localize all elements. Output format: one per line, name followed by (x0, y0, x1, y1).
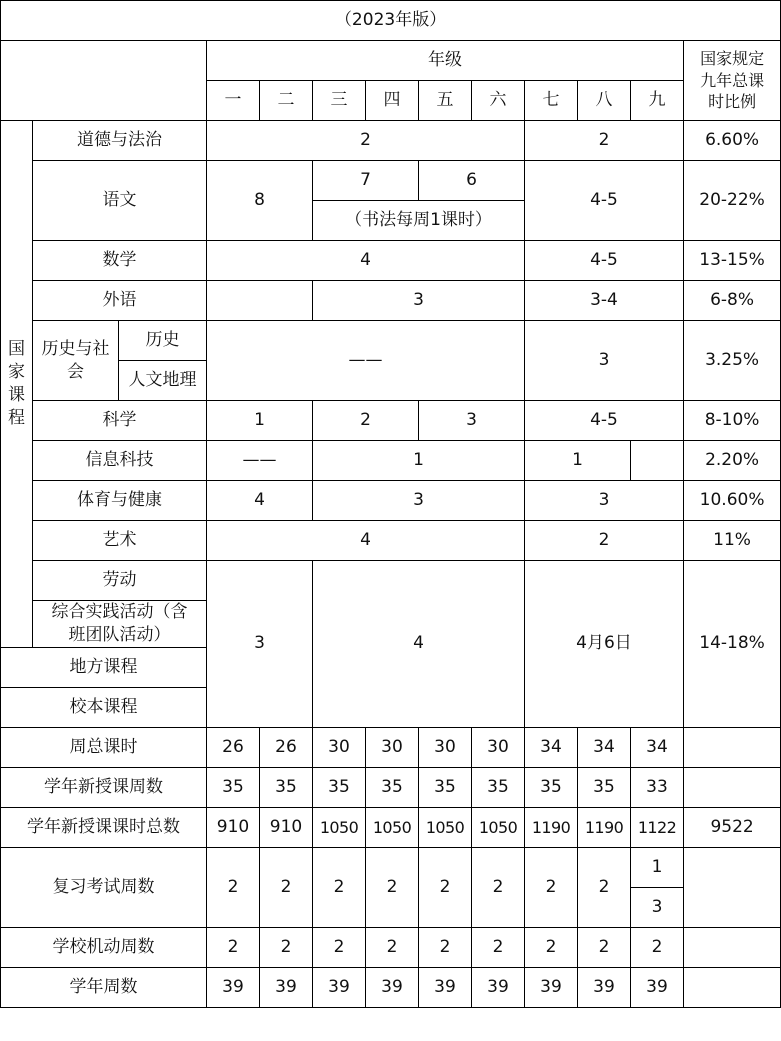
review-weeks-ratio (684, 847, 781, 927)
year-weeks-g5: 39 (419, 967, 472, 1007)
science-g7-9: 4-5 (525, 401, 684, 441)
science-g3-4: 2 (313, 401, 419, 441)
year-weeks-label: 学年周数 (1, 967, 207, 1007)
review-weeks-g9-top: 1 (631, 847, 684, 887)
weekly-hours-g4: 30 (366, 727, 419, 767)
review-weeks-g9-bottom: 3 (631, 887, 684, 927)
subject-labor: 劳动 (33, 561, 207, 601)
header-grade-6: 六 (472, 81, 525, 121)
subject-geography: 人文地理 (119, 361, 207, 401)
teaching-weeks-g3: 35 (313, 767, 366, 807)
subject-history-society: 历史与社 会 (33, 321, 119, 401)
header-grade-9: 九 (631, 81, 684, 121)
chinese-calligraphy-note: （书法每周1课时） (313, 201, 525, 241)
morality-g1-6: 2 (207, 121, 525, 161)
subject-practice-activities: 综合实践活动（含 班团队活动） (33, 601, 207, 648)
review-weeks-g6: 2 (472, 847, 525, 927)
header-grade-3: 三 (313, 81, 366, 121)
flexible-weeks-g9: 2 (631, 927, 684, 967)
weekly-hours-label: 周总课时 (1, 727, 207, 767)
local-curriculum: 地方课程 (1, 647, 207, 687)
science-ratio: 8-10% (684, 401, 781, 441)
header-grade-7: 七 (525, 81, 578, 121)
flexible-weeks-g5: 2 (419, 927, 472, 967)
teaching-weeks-g8: 35 (578, 767, 631, 807)
year-weeks-g3: 39 (313, 967, 366, 1007)
review-weeks-g7: 2 (525, 847, 578, 927)
header-grade-5: 五 (419, 81, 472, 121)
total-hours-g1: 910 (207, 807, 260, 847)
header-grade-8: 八 (578, 81, 631, 121)
chinese-g3-4: 7 (313, 161, 419, 201)
weekly-hours-g8: 34 (578, 727, 631, 767)
combined-g1-2: 3 (207, 561, 313, 728)
school-curriculum: 校本课程 (1, 687, 207, 727)
flexible-weeks-g3: 2 (313, 927, 366, 967)
pe-ratio: 10.60% (684, 481, 781, 521)
flexible-weeks-g7: 2 (525, 927, 578, 967)
it-g9 (631, 441, 684, 481)
subject-math: 数学 (33, 241, 207, 281)
subject-pe: 体育与健康 (33, 481, 207, 521)
teaching-weeks-label: 学年新授课周数 (1, 767, 207, 807)
subject-information-technology: 信息科技 (33, 441, 207, 481)
teaching-weeks-g7: 35 (525, 767, 578, 807)
review-weeks-g5: 2 (419, 847, 472, 927)
flexible-weeks-label: 学校机动周数 (1, 927, 207, 967)
combined-g7-9: 4月6日 (525, 561, 684, 728)
it-g1-2: —— (207, 441, 313, 481)
review-weeks-g1: 2 (207, 847, 260, 927)
weekly-hours-ratio (684, 727, 781, 767)
combined-ratio: 14-18% (684, 561, 781, 728)
teaching-weeks-ratio (684, 767, 781, 807)
subject-arts: 艺术 (33, 521, 207, 561)
arts-g1-6: 4 (207, 521, 525, 561)
flexible-weeks-g2: 2 (260, 927, 313, 967)
teaching-weeks-g4: 35 (366, 767, 419, 807)
science-g1-2: 1 (207, 401, 313, 441)
foreign-g1-2 (207, 281, 313, 321)
review-weeks-g4: 2 (366, 847, 419, 927)
total-hours-g4: 1050 (366, 807, 419, 847)
total-hours-sum: 9522 (684, 807, 781, 847)
it-g3-6: 1 (313, 441, 525, 481)
subject-foreign-language: 外语 (33, 281, 207, 321)
header-ratio-label: 国家规定 九年总课 时比例 (684, 41, 781, 121)
total-hours-label: 学年新授课课时总数 (1, 807, 207, 847)
teaching-weeks-g5: 35 (419, 767, 472, 807)
review-weeks-g8: 2 (578, 847, 631, 927)
it-g7-8: 1 (525, 441, 631, 481)
total-hours-g8: 1190 (578, 807, 631, 847)
total-hours-g2: 910 (260, 807, 313, 847)
chinese-g1-2: 8 (207, 161, 313, 241)
math-ratio: 13-15% (684, 241, 781, 281)
teaching-weeks-g9: 33 (631, 767, 684, 807)
year-weeks-g4: 39 (366, 967, 419, 1007)
science-g5-6: 3 (419, 401, 525, 441)
history-society-g7-9: 3 (525, 321, 684, 401)
history-society-g1-6: —— (207, 321, 525, 401)
pe-g7-9: 3 (525, 481, 684, 521)
total-hours-g6: 1050 (472, 807, 525, 847)
year-weeks-g7: 39 (525, 967, 578, 1007)
weekly-hours-g7: 34 (525, 727, 578, 767)
flexible-weeks-g6: 2 (472, 927, 525, 967)
combined-g3-6: 4 (313, 561, 525, 728)
math-g7-9: 4-5 (525, 241, 684, 281)
weekly-hours-g5: 30 (419, 727, 472, 767)
year-weeks-g1: 39 (207, 967, 260, 1007)
subject-science: 科学 (33, 401, 207, 441)
foreign-g7-9: 3-4 (525, 281, 684, 321)
morality-ratio: 6.60% (684, 121, 781, 161)
foreign-g3-6: 3 (313, 281, 525, 321)
weekly-hours-g2: 26 (260, 727, 313, 767)
subject-morality: 道德与法治 (33, 121, 207, 161)
header-grade-4: 四 (366, 81, 419, 121)
flexible-weeks-g4: 2 (366, 927, 419, 967)
subject-chinese: 语文 (33, 161, 207, 241)
chinese-g5-6: 6 (419, 161, 525, 201)
teaching-weeks-g2: 35 (260, 767, 313, 807)
header-grade-2: 二 (260, 81, 313, 121)
year-weeks-g6: 39 (472, 967, 525, 1007)
national-curriculum-label: 国 家 课 程 (1, 121, 33, 648)
flexible-weeks-ratio (684, 927, 781, 967)
total-hours-g3: 1050 (313, 807, 366, 847)
weekly-hours-g9: 34 (631, 727, 684, 767)
header-grade-label: 年级 (207, 41, 684, 81)
review-weeks-g3: 2 (313, 847, 366, 927)
total-hours-g9: 1122 (631, 807, 684, 847)
pe-g1-2: 4 (207, 481, 313, 521)
teaching-weeks-g1: 35 (207, 767, 260, 807)
review-weeks-label: 复习考试周数 (1, 847, 207, 927)
flexible-weeks-g1: 2 (207, 927, 260, 967)
arts-g7-9: 2 (525, 521, 684, 561)
year-weeks-g9: 39 (631, 967, 684, 1007)
weekly-hours-g1: 26 (207, 727, 260, 767)
morality-g7-9: 2 (525, 121, 684, 161)
weekly-hours-g6: 30 (472, 727, 525, 767)
total-hours-g7: 1190 (525, 807, 578, 847)
arts-ratio: 11% (684, 521, 781, 561)
total-hours-g5: 1050 (419, 807, 472, 847)
header-grade-1: 一 (207, 81, 260, 121)
pe-g3-6: 3 (313, 481, 525, 521)
math-g1-6: 4 (207, 241, 525, 281)
year-weeks-g8: 39 (578, 967, 631, 1007)
it-ratio: 2.20% (684, 441, 781, 481)
chinese-ratio: 20-22% (684, 161, 781, 241)
chinese-g7-9: 4-5 (525, 161, 684, 241)
subject-history: 历史 (119, 321, 207, 361)
history-society-ratio: 3.25% (684, 321, 781, 401)
year-weeks-g2: 39 (260, 967, 313, 1007)
weekly-hours-g3: 30 (313, 727, 366, 767)
table-title: （2023年版） (1, 1, 781, 41)
flexible-weeks-g8: 2 (578, 927, 631, 967)
foreign-ratio: 6-8% (684, 281, 781, 321)
header-corner (1, 41, 207, 121)
year-weeks-ratio (684, 967, 781, 1007)
review-weeks-g2: 2 (260, 847, 313, 927)
teaching-weeks-g6: 35 (472, 767, 525, 807)
